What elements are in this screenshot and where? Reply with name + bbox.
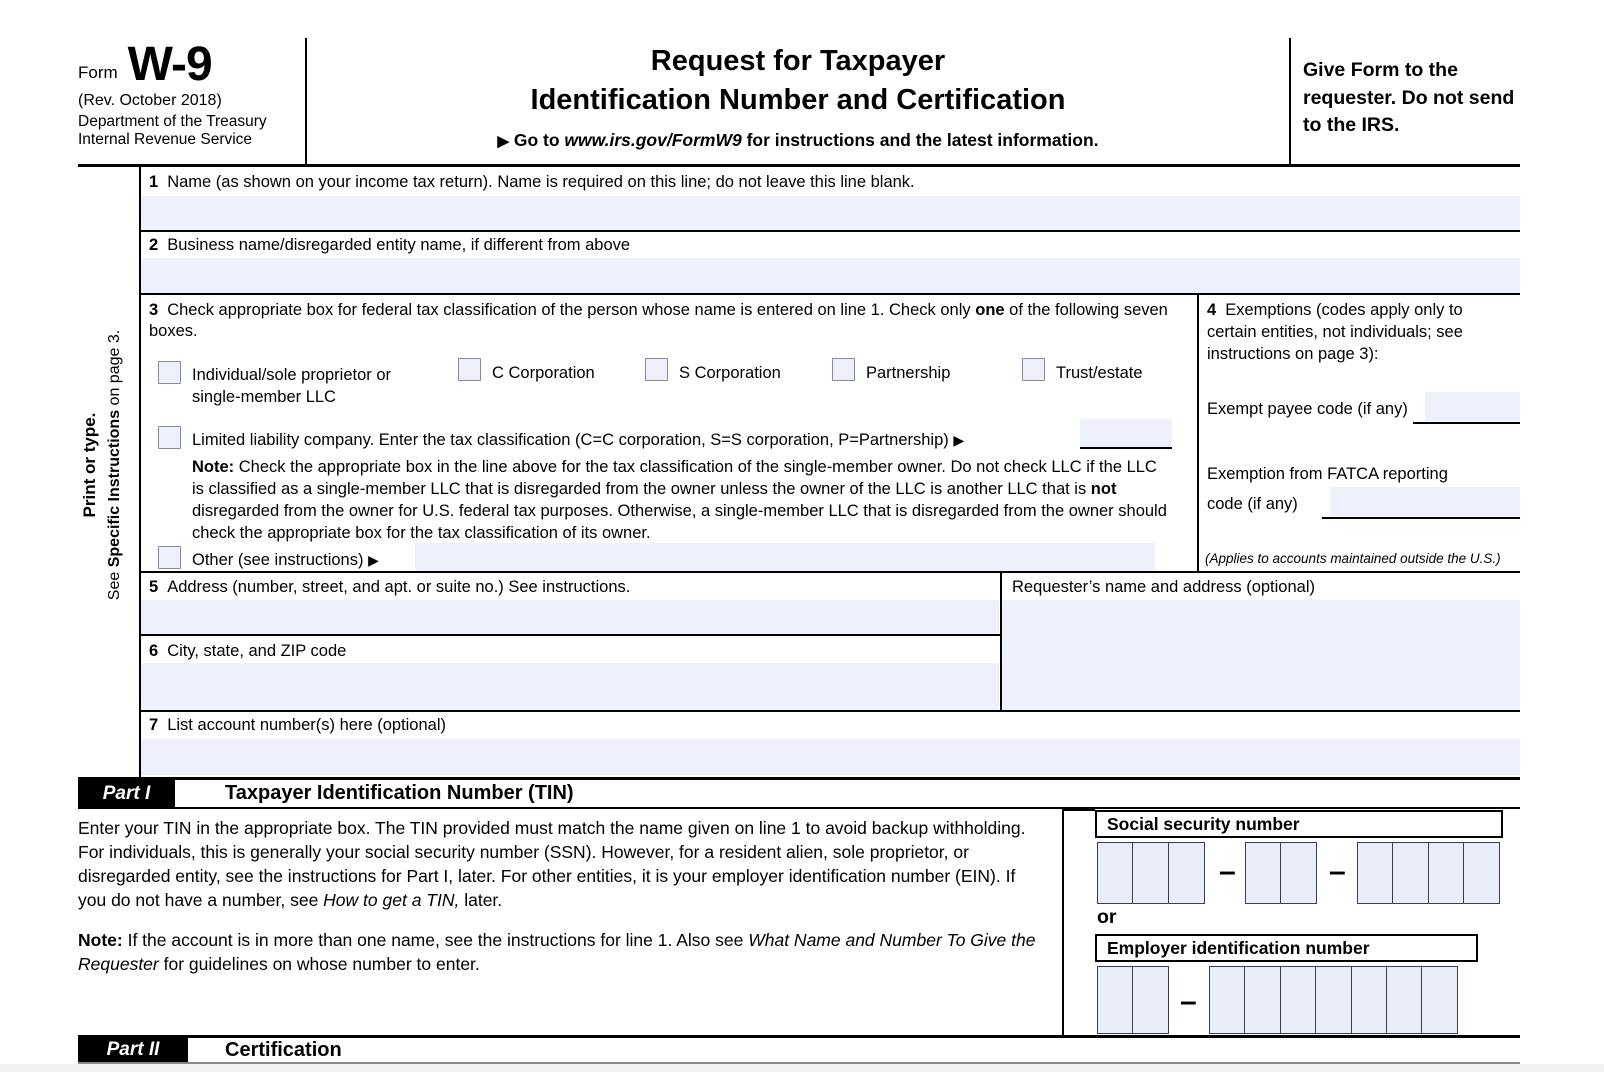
part1-title: Taxpayer Identification Number (TIN)	[225, 782, 574, 804]
ssn-digit-cell[interactable]	[1168, 842, 1205, 904]
ssn-group1	[1097, 842, 1203, 904]
line6-label	[149, 641, 346, 662]
llc-note-text1: Check the appropriate box in the line above for the tax classification of the single-member owner. Do not check LLC if the LLC is classified as a single-member LLC that is disregarded from the owner unless the owner of the LLC is another LLC that is	[192, 458, 1157, 498]
agency-line1: Department of the Treasury	[78, 112, 267, 130]
llc-note-text2: disregarded from the owner for U.S. federal tax purposes. Otherwise, a single-member LLC that is disregarded from the owner should check the appropriate box for the tax classification of its owner.	[192, 501, 1167, 542]
city-state-zip-input[interactable]	[141, 663, 999, 710]
checkbox-trust-estate[interactable]	[1022, 358, 1045, 381]
ssn-digit-cell[interactable]	[1245, 842, 1282, 904]
line1-label	[149, 172, 1509, 193]
checkbox-other[interactable]	[158, 546, 181, 569]
give-form-note: Give Form to the requester. Do not send to the IRS.	[1303, 59, 1515, 137]
header-rule	[78, 164, 1520, 167]
line2-label	[149, 235, 1509, 256]
part1-note-italic: What Name and Number To Give the Requester	[78, 930, 1036, 975]
ssn-digit-cell[interactable]	[1392, 842, 1429, 904]
fatca-code-input[interactable]	[1330, 487, 1520, 516]
checkbox-other-label	[192, 550, 379, 571]
line7-label	[149, 715, 446, 736]
business-name-input[interactable]	[141, 258, 1520, 293]
requester-label: Requester’s name and address (optional)	[1012, 578, 1315, 596]
line5-number: 5	[149, 578, 159, 596]
print-or-type-line1: Print or type.	[80, 412, 99, 518]
ein-group2	[1209, 966, 1457, 1034]
ein-dash: –	[1180, 985, 1197, 1018]
ein-digit-cell[interactable]	[1132, 966, 1169, 1034]
checkbox-trust-estate-label: Trust/estate	[1056, 364, 1143, 382]
form-id-block	[78, 38, 308, 149]
ssn-digit-cell[interactable]	[1428, 842, 1465, 904]
arrow-right-icon: ▶	[497, 133, 509, 151]
ein-digit-cell[interactable]	[1097, 966, 1134, 1034]
ein-digit-cell[interactable]	[1315, 966, 1352, 1034]
part1-para-italic: How to get a TIN,	[323, 890, 460, 911]
part1-para-text: Enter your TIN in the appropriate box. The TIN provided must match the name given on line 1 to avoid backup withholding. For individuals, this is generally your social security number (SSN). However, for a resident alien, sole proprietor, or disregarded entity, see the instructions for Part I, later. For other entities, it is your employer identification number (EIN). If you do not have a number, see	[78, 818, 1026, 911]
checkbox-c-corporation-label: C Corporation	[492, 364, 595, 382]
checkbox-partnership-label: Partnership	[866, 364, 951, 382]
line5-label	[149, 577, 989, 598]
ein-digit-cell[interactable]	[1386, 966, 1423, 1034]
ssn-digit-cell[interactable]	[1357, 842, 1394, 904]
checkbox-s-corporation[interactable]	[645, 358, 668, 381]
name-input[interactable]	[141, 196, 1520, 230]
page-cutoff-strip	[0, 1064, 1604, 1072]
page3-suffix: on page 3.	[105, 329, 123, 410]
fatca-label-line2: code (if any)	[1207, 495, 1298, 513]
ein-digit-cell[interactable]	[1421, 966, 1458, 1034]
exempt-payee-underline	[1413, 422, 1520, 424]
arrow-right-icon: ▶	[953, 432, 965, 448]
line2-number: 2	[149, 236, 159, 254]
form-title-line2: Identification Number and Certification	[530, 83, 1066, 116]
ssn-group3	[1357, 842, 1499, 904]
ssn-label-box: Social security number	[1095, 810, 1503, 838]
fatca-underline	[1322, 517, 1520, 519]
ssn-dash1: –	[1219, 855, 1236, 888]
ein-digit-cell[interactable]	[1244, 966, 1281, 1034]
ein-digit-cell[interactable]	[1280, 966, 1317, 1034]
part1-note-text: If the account is in more than one name, see the instructions for line 1. Also see	[122, 930, 749, 950]
form-number: W-9	[127, 38, 212, 91]
ssn-group2	[1245, 842, 1316, 904]
checkbox-individual-label: Individual/sole proprietor or single-member LLC	[192, 366, 392, 406]
llc-note-bold: Note:	[192, 458, 235, 476]
exemptions-column-divider	[1197, 293, 1199, 572]
other-text: Other (see instructions)	[192, 551, 369, 569]
line7-text: List account number(s) here (optional)	[167, 716, 446, 734]
ssn-digit-cell[interactable]	[1463, 842, 1500, 904]
line4-label	[1207, 300, 1507, 365]
part1-badge: Part I	[78, 780, 175, 808]
goto-url[interactable]: www.irs.gov/FormW9	[564, 130, 742, 151]
checkbox-individual[interactable]	[158, 361, 181, 384]
checkbox-s-corporation-label: S Corporation	[679, 364, 781, 382]
requester-input[interactable]	[1002, 600, 1520, 710]
other-input[interactable]	[415, 543, 1155, 571]
section-divider	[139, 571, 1520, 573]
line6-number: 6	[149, 642, 159, 660]
line3-text-suffix: of the following seven boxes.	[149, 301, 1168, 340]
part1-bottom-border	[78, 807, 1520, 809]
exempt-payee-label: Exempt payee code (if any)	[1207, 400, 1408, 418]
checkbox-c-corporation[interactable]	[458, 358, 481, 381]
form-revision: (Rev. October 2018)	[78, 91, 222, 109]
part1-para-suffix: later.	[459, 890, 503, 911]
llc-classification-input[interactable]	[1080, 419, 1172, 449]
goto-prefix: Go to	[509, 130, 565, 151]
part1-note-bold: Note:	[78, 930, 123, 950]
line1-number: 1	[149, 173, 159, 191]
fatca-label-line1: Exemption from FATCA reporting	[1207, 465, 1448, 483]
llc-note-bold2: not	[1090, 479, 1117, 498]
specific-instructions-bold: Specific Instructions	[105, 409, 123, 568]
llc-note	[192, 457, 1172, 545]
part2-top-border	[78, 1035, 1520, 1038]
goto-line	[307, 130, 1289, 151]
part1-note	[78, 928, 1036, 976]
line2-text: Business name/disregarded entity name, if different from above	[167, 236, 631, 254]
or-label: or	[1097, 906, 1117, 928]
address-input[interactable]	[141, 600, 999, 634]
ssn-digit-cell[interactable]	[1280, 842, 1317, 904]
form-title-line1: Request for Taxpayer	[650, 45, 946, 77]
checkbox-llc[interactable]	[158, 426, 181, 449]
arrow-right-icon: ▶	[368, 552, 379, 568]
part1-top-border	[78, 777, 1520, 780]
checkbox-llc-label	[192, 430, 1092, 451]
row-divider	[139, 293, 1520, 295]
line3-label	[149, 300, 1189, 341]
tin-connector-line	[1062, 809, 1095, 811]
part2-badge: Part II	[78, 1038, 188, 1063]
form-word: Form	[78, 62, 118, 82]
account-numbers-input[interactable]	[141, 739, 1520, 775]
llc-text: Limited liability company. Enter the tax classification (C=C corporation, S=S corporation, P=Partnership)	[192, 431, 954, 449]
goto-suffix: for instructions and the latest information.	[741, 130, 1099, 151]
print-or-type-note	[78, 280, 138, 650]
ssn-digit-cell[interactable]	[1132, 842, 1169, 904]
row-divider	[139, 634, 1000, 636]
ein-digit-cell[interactable]	[1351, 966, 1388, 1034]
line3-bold-one: one	[975, 301, 1005, 319]
line6-text: City, state, and ZIP code	[167, 642, 347, 660]
row-divider	[139, 710, 1520, 712]
part1-paragraph	[78, 816, 1036, 913]
ein-digit-cell[interactable]	[1209, 966, 1246, 1034]
form-title-block	[307, 42, 1289, 151]
line3-number: 3	[149, 301, 159, 319]
line1-text: Name (as shown on your income tax return). Name is required on this line; do not leave this line blank.	[167, 173, 915, 191]
exempt-payee-input[interactable]	[1425, 392, 1520, 421]
row-divider	[139, 230, 1520, 232]
ssn-dash2: –	[1329, 855, 1346, 888]
line7-number: 7	[149, 716, 159, 734]
agency-line2: Internal Revenue Service	[78, 130, 253, 148]
line4-text: Exemptions (codes apply only to certain entities, not individuals; see instructions on page 3):	[1207, 301, 1463, 363]
line5-text: Address (number, street, and apt. or suite no.) See instructions.	[167, 578, 631, 596]
line4-number: 4	[1207, 301, 1217, 319]
ein-group1	[1097, 966, 1168, 1034]
line3-text: Check appropriate box for federal tax classification of the person whose name is entered on line 1. Check only	[167, 301, 976, 319]
part2-title: Certification	[225, 1039, 342, 1061]
ssn-digit-cell[interactable]	[1097, 842, 1134, 904]
ein-label-box: Employer identification number	[1095, 934, 1478, 962]
applies-note: (Applies to accounts maintained outside the U.S.)	[1205, 551, 1501, 566]
see-prefix: See	[105, 567, 123, 601]
tin-column-divider	[1062, 808, 1064, 1036]
checkbox-partnership[interactable]	[832, 358, 855, 381]
header-divider-right	[1289, 38, 1291, 165]
print-or-type-line2	[103, 280, 126, 650]
part1-note-suffix: for guidelines on whose number to enter.	[158, 954, 480, 975]
